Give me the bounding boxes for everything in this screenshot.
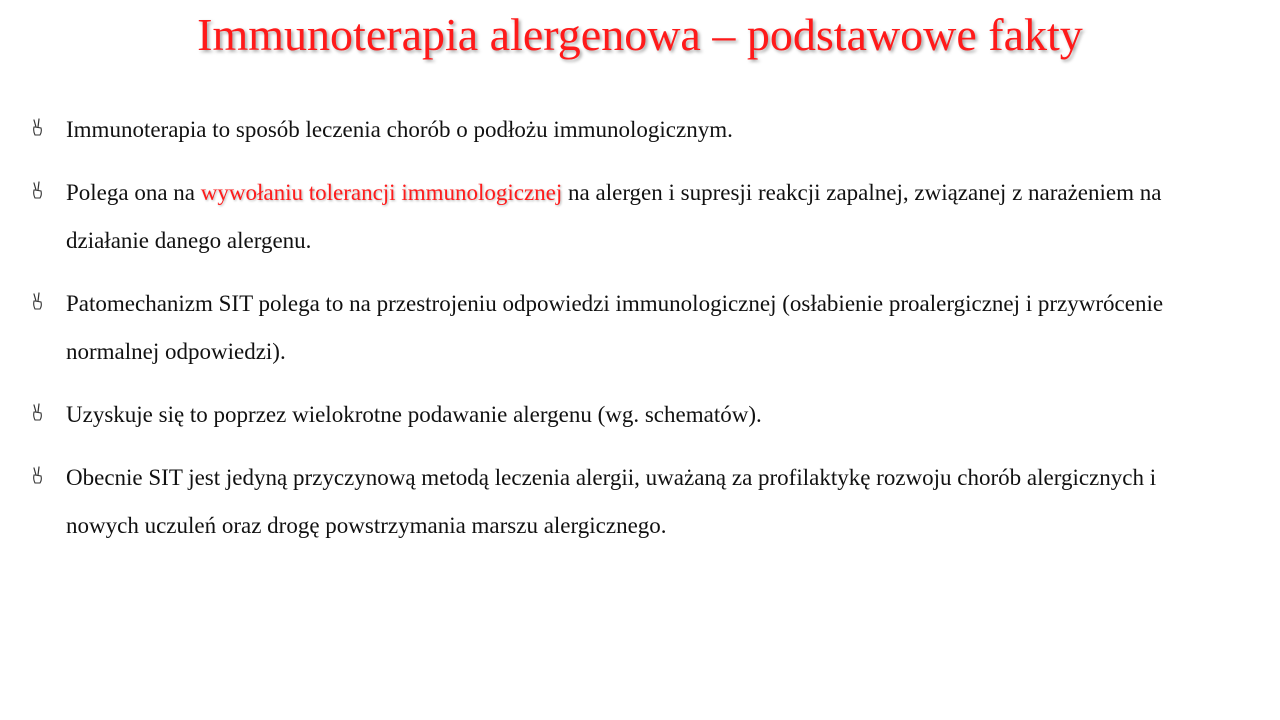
bullet-text-after: na alergen i supresji reakcji zapalnej, związanej z narażeniem na działanie danego alergenu. [66,180,1162,253]
bullet-text: Patomechanizm SIT polega to na przestrojeniu odpowiedzi immunologicznej (osłabienie proalergicznej i przywrócenie normalnej odpowiedzi). [66,291,1164,364]
victory-hand-icon [30,118,46,138]
bullet-item [30,106,1230,154]
bullet-item [30,169,1230,265]
bullet-text: Uzyskuje się to poprzez wielokrotne podawanie alergenu (wg. schematów). [66,402,762,427]
victory-hand-icon [30,292,46,312]
highlighted-phrase: wywołaniu tolerancji immunologicznej [200,180,563,205]
victory-hand-icon [30,403,46,423]
victory-hand-icon [30,181,46,201]
bullet-item [30,454,1230,550]
slide-title: Immunoterapia alergenowa – podstawowe fakty [197,9,1083,60]
bullet-item [30,280,1230,376]
bullet-list [30,106,1230,565]
bullet-text-before: Polega ona na [66,180,201,205]
bullet-item [30,391,1230,439]
bullet-text: Immunoterapia to sposób leczenia chorób o podłożu immunologicznym. [66,117,733,142]
victory-hand-icon [30,466,46,486]
bullet-text: Obecnie SIT jest jedyną przyczynową metodą leczenia alergii, uważaną za profilaktykę rozwoju chorób alergicznych i nowych uczuleń oraz drogę powstrzymania marszu alergicznego. [66,465,1157,538]
